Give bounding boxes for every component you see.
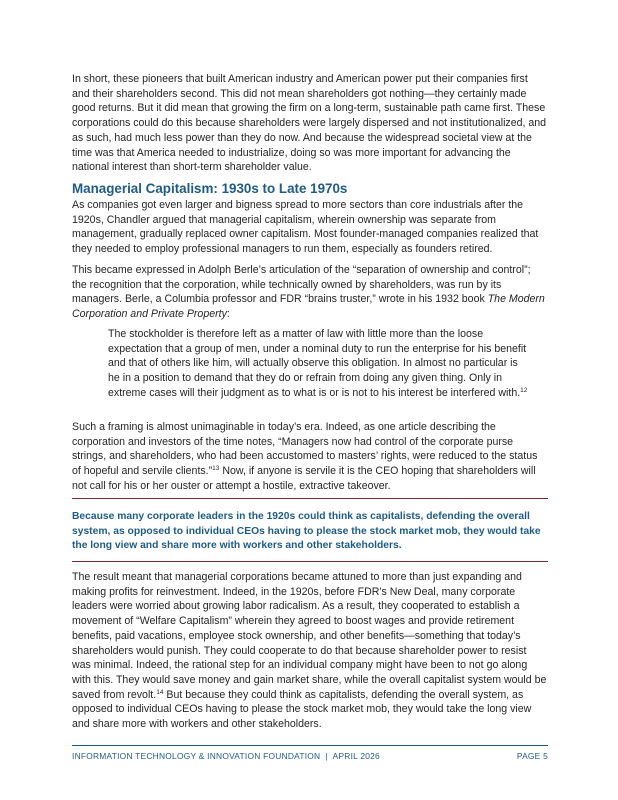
paragraph-text: In short, these pioneers that built American industry and American power put their companies first and their shareholders second. This did not mean shareholders got nothing—they certainly made good returns. But it did mean that growing the firm on a long-term, sustainable path came first. These corporations could do this because shareholders were largely dispersed and not institutionalized, and as such, had much less power than they do now. And because the widespread societal view at the time was that America needed to industrialize, doing so was more important for advancing the national interest than short-term shareholder value. (72, 73, 547, 174)
callout-top-rule (72, 498, 548, 499)
paragraph-text: The result meant that managerial corporations became attuned to more than just expanding and making profits for reinvestment. Indeed, in the 1920s, before FDR’s New Deal, many corporate leaders were worried about growing labor radicalism. As a result, they cooperated to establish a movement of “Welfare Capitalism” wherein they agreed to boost wages and provide retirement benefits, paid vacations, employee stock ownership, and other benefits—something that today’s shareholders would punish. They could cooperate to do that because shareholder power to resist was minimal. Indeed, the rational step for an individual company might have been to not go along with this. They would save money and gain market share, while the overall capitalist system would be saved from revolt. (72, 571, 547, 701)
paragraph-berle (72, 263, 548, 322)
page-number: PAGE 5 (516, 751, 548, 761)
callout-bottom-rule (72, 561, 548, 562)
footnote-ref: 12 (520, 386, 528, 394)
paragraph-text: Such a framing is almost unimaginable in today’s era. Indeed, as one article describing the corporation and investors of the time notes, “Managers now had control of the corporate purse strings, and shareholders, who had been accustomed to masters’ rights, were reduced to the status of hopeful and servile clients.” (72, 421, 538, 478)
block-quote (108, 327, 528, 401)
paragraph-pioneers (72, 72, 548, 175)
footnote-ref: 13 (212, 465, 220, 473)
book-title: The Modern Corporation and Private Property (72, 293, 545, 321)
paragraph-managerial (72, 198, 548, 257)
paragraph-framing (72, 420, 548, 494)
footer-organization: INFORMATION TECHNOLOGY & INNOVATION FOUNDATION | APRIL 2026 (72, 751, 380, 761)
quote-text: The stockholder is therefore left as a matter of law with little more than the loose expectation that a group of men, under a nominal duty to run the enterprise for his benefit and that of others like him, will actually observe this obligation. In almost no particular is he in a position to demand that they do or refrain from doing any given thing. Only in extreme cases will their judgment as to what is or is not to his interest be interfered with. (108, 328, 527, 399)
section-heading: Managerial Capitalism: 1930s to Late 1970s (72, 181, 348, 196)
callout-text: Because many corporate leaders in the 1920s could think as capitalists, defending the overall system, as opposed to individual CEOs having to please the stock market mob, they would take the long view and share more with workers and other stakeholders. (72, 511, 541, 552)
footnote-ref: 14 (156, 688, 164, 696)
paragraph-text: This became expressed in Adolph Berle’s articulation of the “separation of ownership and control”; the recognition that the corporation, while technically owned by shareholders, was run by its managers. Berle, a Columbia professor and FDR “brains truster,” wrote in his 1932 book (72, 264, 531, 306)
paragraph-text: As companies got even larger and bigness spread to more sectors than core industrials after the 1920s, Chandler argued that managerial capitalism, wherein ownership was separate from management, gradually replaced owner capitalism. Most founder-managed companies realized that they needed to employ professional managers to run them, especially as founders retired. (72, 199, 539, 256)
footer-rule (72, 745, 548, 746)
paragraph-text: : (226, 308, 230, 321)
paragraph-text: Now, if anyone is servile it is the CEO hoping that shareholders will not call for his or her ouster or attempt a hostile, extractive takeover. (72, 465, 536, 492)
paragraph-text: But because they could think as capitalists, defending the overall system, as opposed to individual CEOs having to please the stock market mob, they would take the long view and share more with workers and other stakeholders. (72, 688, 532, 731)
paragraph-welfare-capitalism (72, 570, 548, 732)
